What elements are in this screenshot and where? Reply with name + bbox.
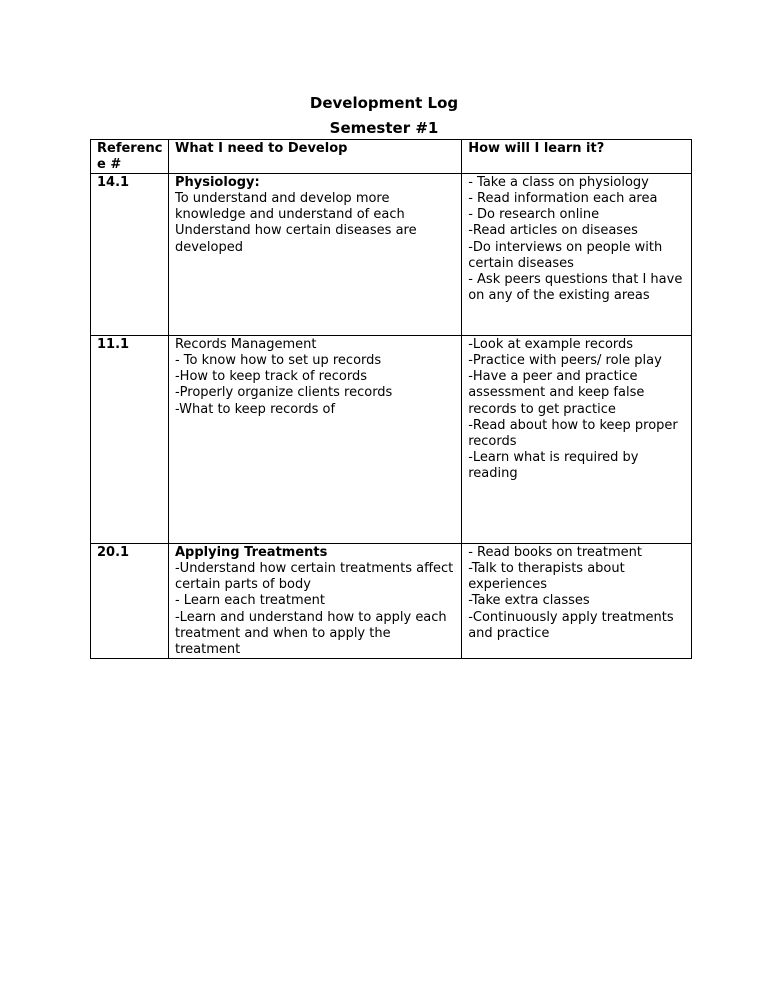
how-line: - Do research online — [468, 207, 600, 223]
reference-cell — [91, 174, 169, 336]
how-cell — [462, 544, 692, 659]
header-what-to-develop: What I need to Develop — [168, 140, 461, 174]
table-row — [91, 336, 692, 544]
how-line: -Have a peer and practice assessment and keep false records to get practice — [468, 369, 645, 417]
table-row — [91, 544, 692, 659]
how-line: -Talk to therapists about experiences — [468, 561, 625, 593]
table-row — [91, 174, 692, 336]
need-line: To understand and develop more knowledge and understand of each — [174, 191, 405, 223]
reference-number: 11.1 — [97, 337, 130, 353]
how-line: -Do interviews on people with certain diseases — [468, 239, 663, 271]
how-line: -Read about how to keep proper records — [468, 417, 678, 449]
need-line: -How to keep track of records — [174, 369, 367, 385]
how-line: -Read articles on diseases — [468, 223, 638, 239]
how-cell — [462, 174, 692, 336]
reference-number: 14.1 — [97, 175, 130, 191]
development-log-table — [90, 139, 692, 659]
how-line: - Read books on treatment — [468, 545, 642, 561]
need-line: -Learn and understand how to apply each treatment and when to apply the treatment — [174, 609, 447, 657]
how-line: - Take a class on physiology — [468, 175, 649, 191]
document-subtitle: Semester #1 — [329, 119, 439, 137]
need-cell — [168, 544, 461, 659]
need-heading: Applying Treatments — [174, 545, 328, 561]
need-cell — [168, 174, 461, 336]
how-line: -Continuously apply treatments and practice — [468, 609, 674, 641]
need-line: - To know how to set up records — [174, 353, 382, 369]
need-line: -Understand how certain treatments affect certain parts of body — [174, 561, 454, 593]
reference-number: 20.1 — [97, 545, 130, 561]
need-line: - Learn each treatment — [174, 593, 325, 609]
need-cell — [168, 336, 461, 544]
how-cell — [462, 336, 692, 544]
header-reference: Reference # — [91, 140, 169, 174]
need-line: -What to keep records of — [174, 401, 336, 417]
need-line: -Properly organize clients records — [174, 385, 393, 401]
header-how-to-learn: How will I learn it? — [462, 140, 692, 174]
how-line: -Learn what is required by reading — [468, 449, 639, 481]
document-title: Development Log — [309, 94, 459, 112]
how-line: - Read information each area — [468, 191, 658, 207]
reference-cell — [91, 544, 169, 659]
table-header-row — [91, 140, 692, 174]
need-heading: Physiology: — [174, 175, 260, 191]
how-line: - Ask peers questions that I have on any of the existing areas — [468, 271, 683, 303]
need-line: Understand how certain diseases are developed — [174, 223, 417, 255]
reference-cell — [91, 336, 169, 544]
how-line: -Look at example records — [468, 337, 634, 353]
how-line: -Practice with peers/ role play — [468, 353, 662, 369]
how-line: -Take extra classes — [468, 593, 590, 609]
need-heading: Records Management — [174, 337, 317, 353]
